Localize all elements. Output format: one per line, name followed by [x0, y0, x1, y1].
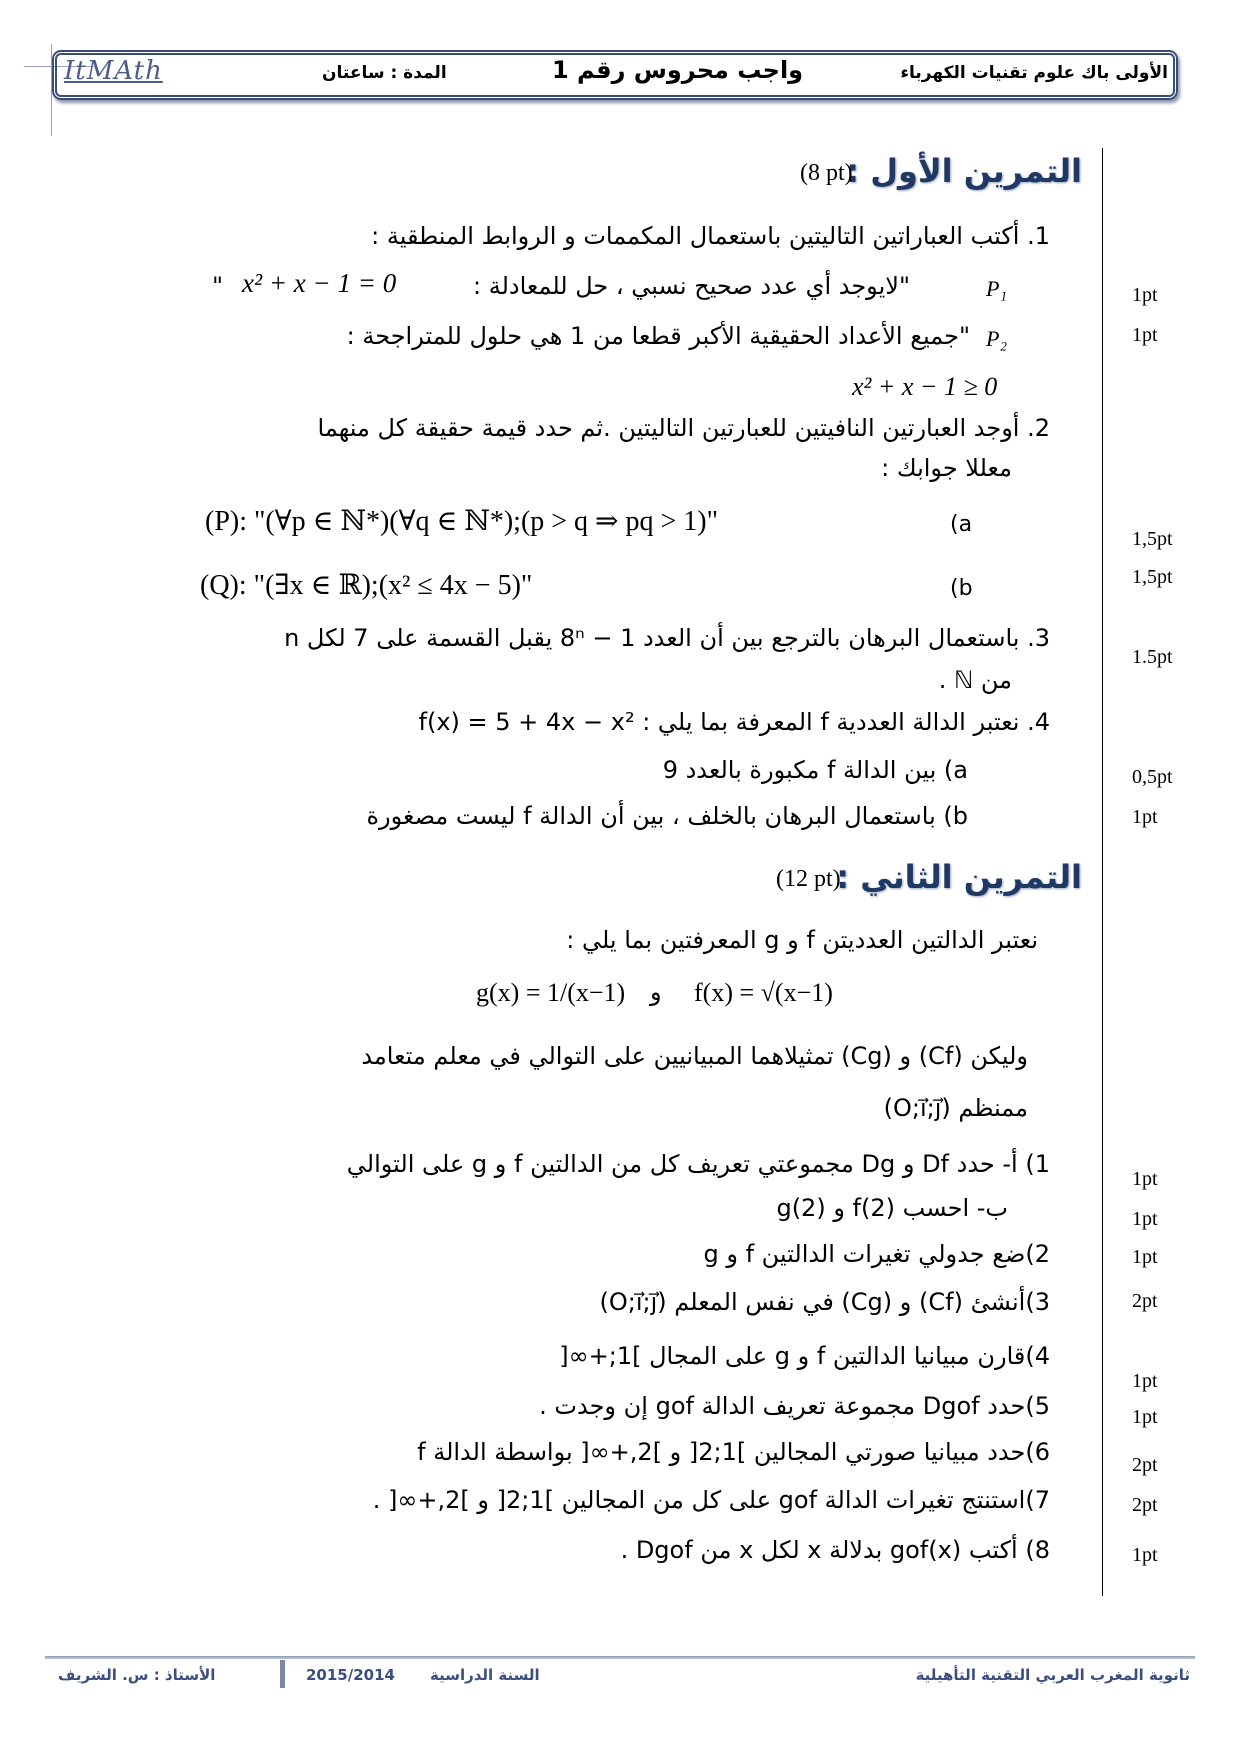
ex2-q1b: ب- احسب f(2) و g(2) — [776, 1194, 1008, 1222]
ex2-intro: نعتبر الدالتين العدديتن f و g المعرفتين بما يلي : — [566, 926, 1038, 954]
ex1-q3-continued: من ℕ . — [938, 666, 1012, 694]
points-2: 1pt — [1132, 324, 1158, 346]
ex2-curves: وليكن (Cf) و (Cg) تمثيلاهما المبيانيين على التوالي في معلم متعامد — [361, 1042, 1028, 1070]
footer-year: 2015/2014 — [306, 1666, 395, 1684]
points-12: 1pt — [1132, 1370, 1158, 1392]
points-9: 1pt — [1132, 1208, 1158, 1230]
footer-teacher: الأستاذ : س. الشريف — [58, 1666, 216, 1684]
footer-school: ثانوية المغرب العربي التقنية التأهيلية — [915, 1666, 1190, 1684]
points-6: 0,5pt — [1132, 766, 1173, 788]
exercise2-points: (12 pt) — [776, 866, 841, 892]
ex2-q5: 5)حدد Dgof مجموعة تعريف الدالة gof إن وجدت . — [539, 1392, 1050, 1420]
ex1-p2-label: P₂ — [986, 326, 1008, 351]
points-8: 1pt — [1132, 1168, 1158, 1190]
ex1-p1-equation: x² + x − 1 = 0 — [242, 268, 397, 298]
footer-separator — [280, 1660, 285, 1688]
ex1-p1-quote: " — [212, 272, 224, 300]
ex1-label-a: (a — [950, 512, 973, 537]
ex2-q6: 6)حدد مبيانيا صورتي المجالين ]1;2[ و ]2,+∞[ بواسطة الدالة f — [417, 1438, 1050, 1466]
ex2-q4: 4)قارن مبيانيا الدالتين f و g على المجال ]1;+∞[ — [559, 1342, 1050, 1370]
points-10: 1pt — [1132, 1246, 1158, 1268]
footer-year-label: السنة الدراسية — [430, 1666, 540, 1684]
points-16: 1pt — [1132, 1544, 1158, 1566]
ex1-p2-equation: x² + x − 1 ≥ 0 — [852, 372, 998, 401]
points-7: 1pt — [1132, 806, 1158, 828]
ex2-and: و — [650, 978, 662, 1006]
ex1-label-b: (b — [950, 576, 973, 601]
points-1: 1pt — [1132, 284, 1158, 306]
ex2-q2: 2)ضع جدولي تغيرات الدالتين f و g — [703, 1240, 1050, 1268]
points-15: 2pt — [1132, 1494, 1158, 1516]
ex2-frame: ممنظم (O;i⃗;j⃗) — [883, 1094, 1028, 1122]
ex1-q4: 4. نعتبر الدالة العددية f المعرفة بما يلي : f(x) = 5 + 4x − x² — [418, 708, 1050, 736]
logo: ItMAth — [64, 56, 163, 86]
margin-rule — [1102, 148, 1103, 1596]
ex1-q4a: a) بين الدالة f مكبورة بالعدد 9 — [662, 756, 968, 784]
points-3: 1,5pt — [1132, 528, 1173, 550]
header-title: واجب محروس رقم 1 — [552, 56, 804, 84]
ex1-p1-label: P₁ — [986, 276, 1008, 301]
ex1-p2-text: "جميع الأعداد الحقيقية الأكبر قطعا من 1 هي حلول للمتراجحة : — [346, 322, 970, 350]
ex1-q1: 1. أكتب العباراتين التاليتين باستعمال المكممات و الروابط المنطقية : — [371, 222, 1050, 250]
ex1-p1-text: "لايوجد أي عدد صحيح نسبي ، حل للمعادلة : — [472, 272, 910, 300]
footer-rule — [45, 1656, 1195, 1659]
points-11: 2pt — [1132, 1290, 1158, 1312]
exercise1-title: التمرين الأول : — [846, 152, 1082, 190]
points-13: 1pt — [1132, 1406, 1158, 1428]
ex1-q2-continued: معللا جوابك : — [881, 454, 1012, 482]
exercise2-title: التمرين الثاني : — [836, 858, 1082, 896]
ex1-statement-Q: (Q): "(∃x ∈ ℝ);(x² ≤ 4x − 5)" — [200, 570, 533, 601]
header-class: الأولى باك علوم تقنيات الكهرباء — [900, 63, 1168, 83]
ex1-q3: 3. باستعمال البرهان بالترجع بين أن العدد 8ⁿ − 1 يقبل القسمة على 7 لكل n — [284, 624, 1050, 652]
ex2-q3: 3)أنشئ (Cf) و (Cg) في نفس المعلم (O;i⃗;j⃗) — [599, 1288, 1050, 1316]
points-4: 1,5pt — [1132, 566, 1173, 588]
ex2-g-definition: g(x) = 1/(x−1) — [476, 978, 626, 1007]
ex1-q2: 2. أوجد العبارتين النافيتين للعبارتين التاليتين .ثم حدد قيمة حقيقة كل منهما — [317, 414, 1050, 442]
header-duration: المدة : ساعتان — [322, 63, 447, 83]
ex2-q7: 7)استنتج تغيرات الدالة gof على كل من المجالين ]1;2[ و ]2,+∞[ . — [372, 1486, 1050, 1514]
points-5: 1.5pt — [1132, 646, 1173, 668]
ex2-q8: 8) أكتب gof(x) بدلالة x لكل x من Dgof . — [620, 1536, 1050, 1564]
ex2-q1a: 1) أ- حدد Df و Dg مجموعتي تعريف كل من الدالتين f و g على التوالي — [346, 1150, 1050, 1178]
ex2-f-definition: f(x) = √(x−1) — [694, 978, 833, 1007]
exercise1-points: (8 pt) — [800, 160, 853, 186]
ex1-q4b: b) باستعمال البرهان بالخلف ، بين أن الدالة f ليست مصغورة — [366, 802, 968, 830]
points-14: 2pt — [1132, 1454, 1158, 1476]
ex1-statement-P: (P): "(∀p ∈ ℕ*)(∀q ∈ ℕ*);(p > q ⇒ pq > 1)" — [205, 506, 719, 537]
